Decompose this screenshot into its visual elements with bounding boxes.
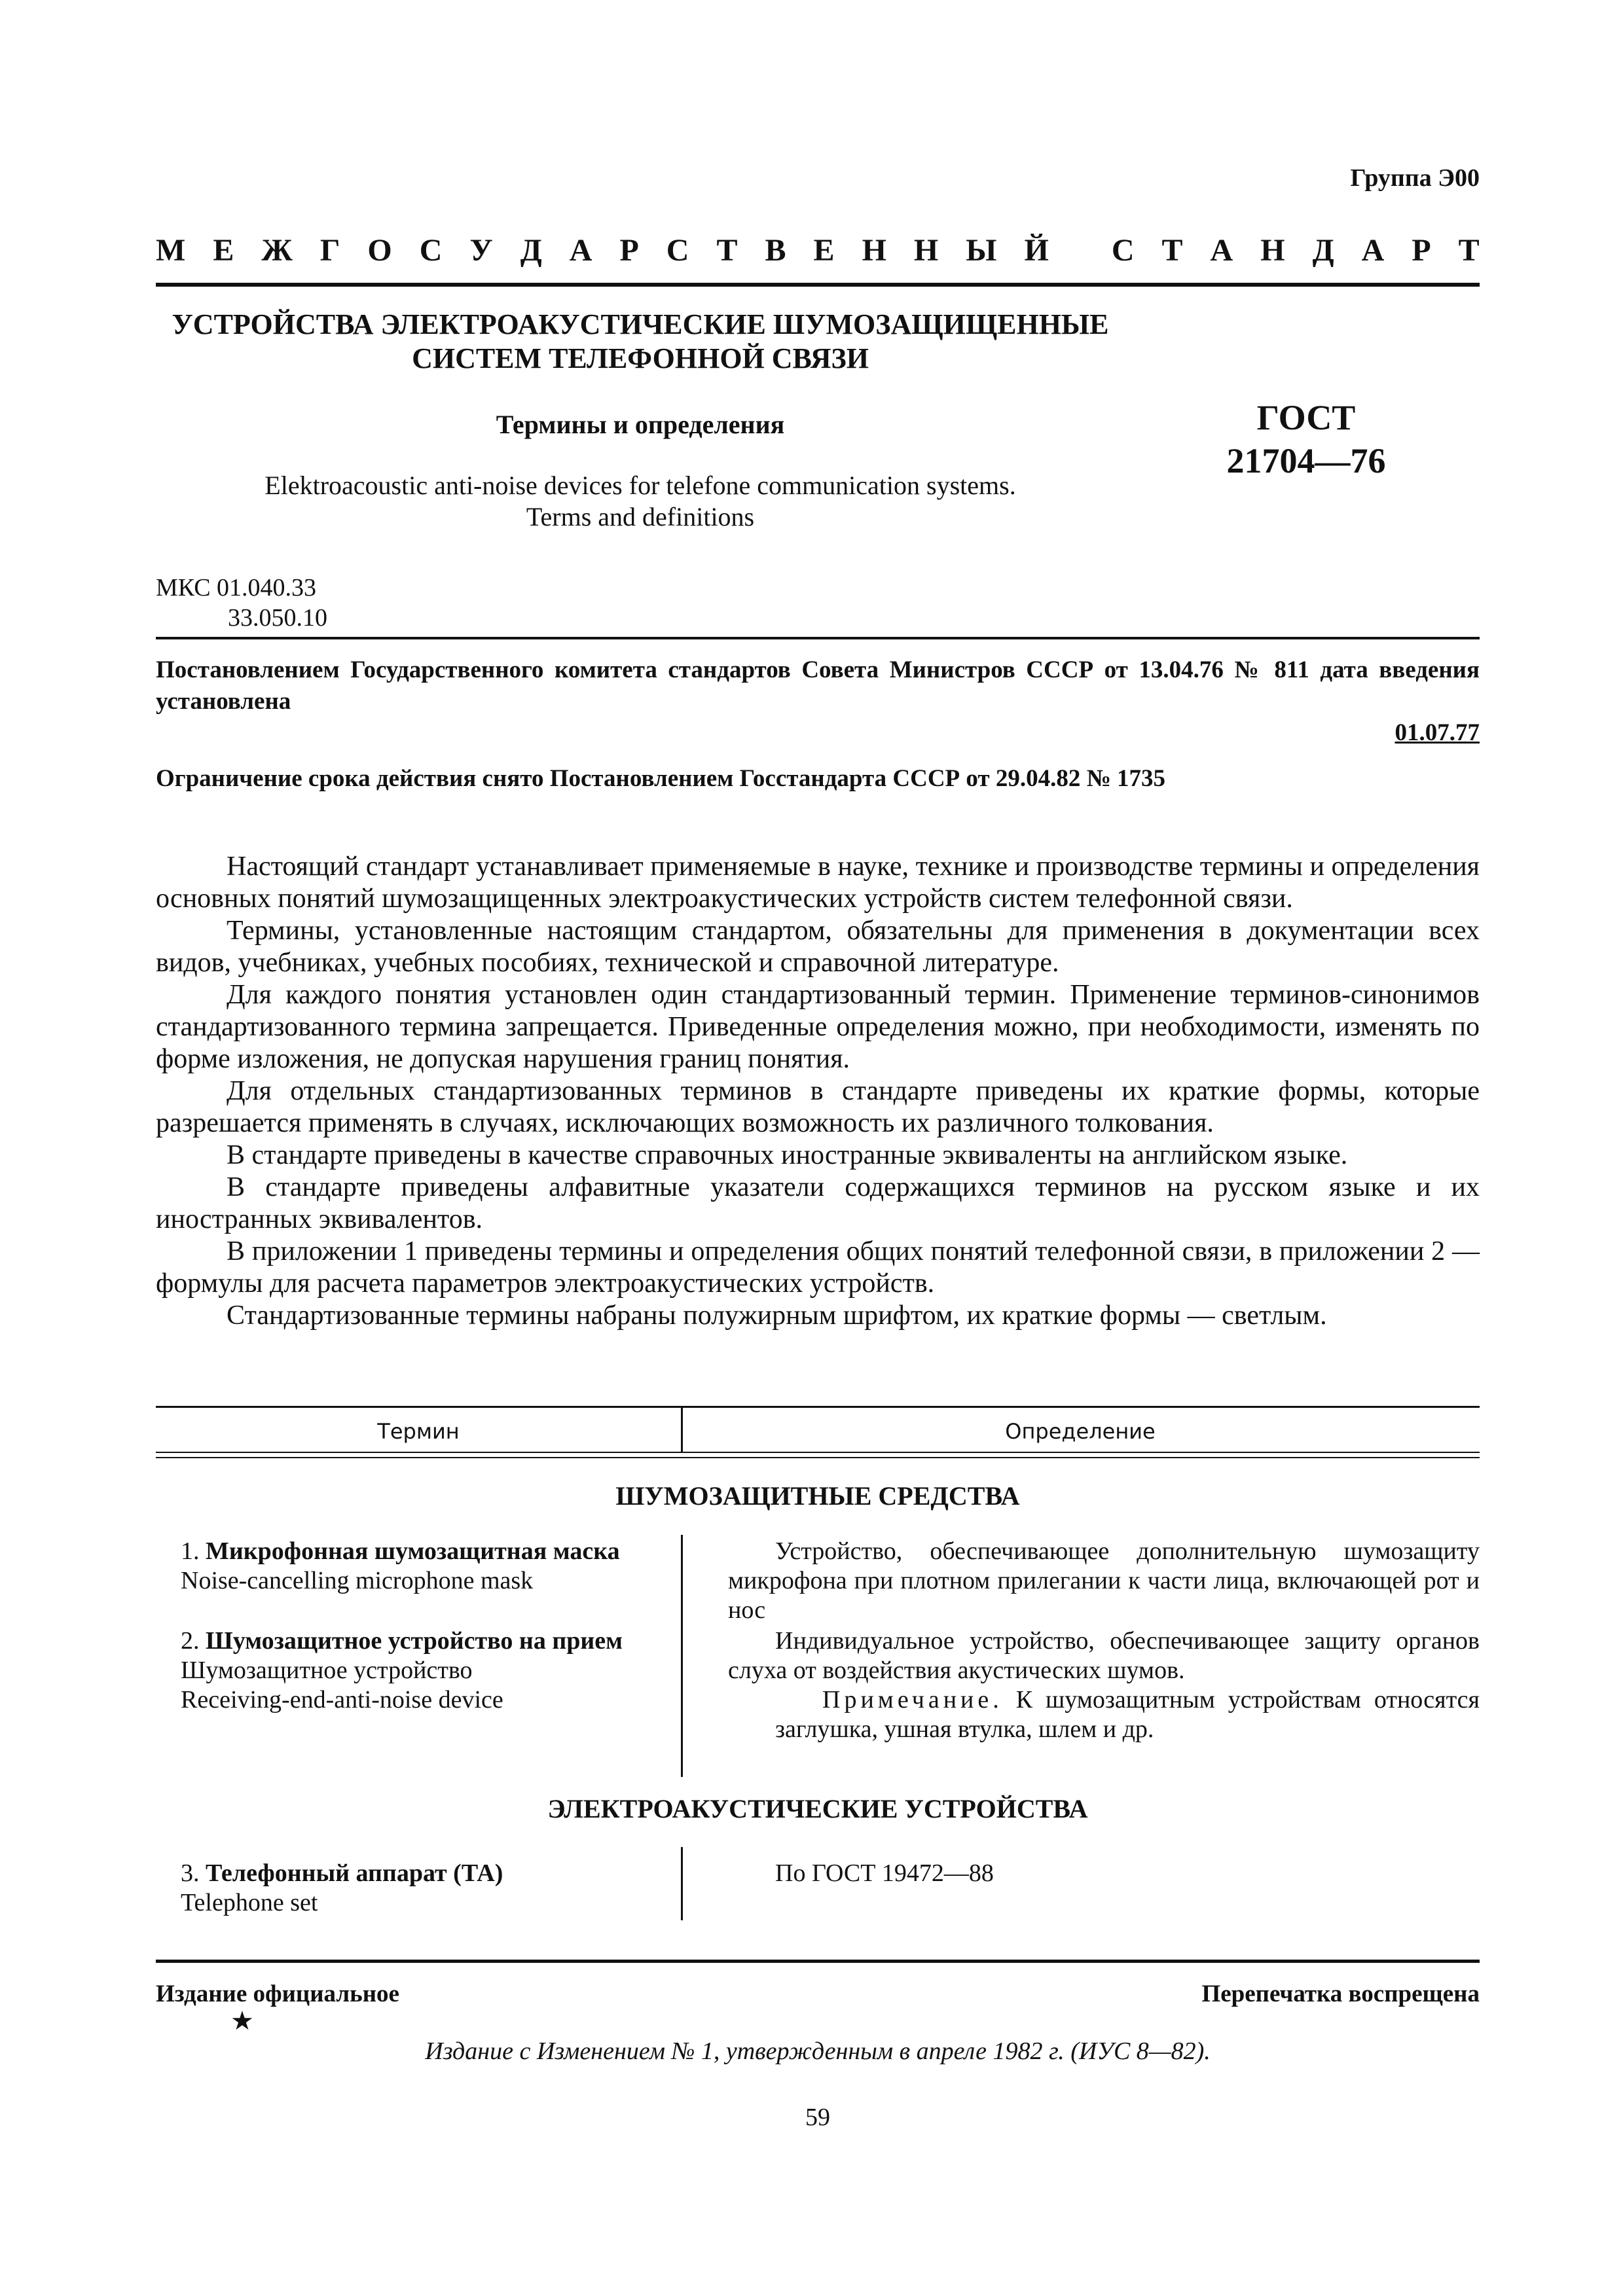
term-2 [181,1626,665,1715]
banner-letter: Т [716,233,738,268]
banner-letter: Т [1161,233,1183,268]
banner-letter: Д [520,233,542,268]
banner-letter: Е [213,233,234,268]
banner-letter: Р [1412,233,1431,268]
definition-3 [728,1859,1480,1888]
banner-letter: Е [813,233,835,268]
banner-letter: О [367,233,392,268]
mks-rule [156,637,1480,639]
banner-letter: С [419,233,443,268]
intro-paragraph: Для отдельных стандартизованных терминов в стандарте приведены их краткие формы, которые разрешается применять в случаях, исключающих возможность их различного толкования. [156,1076,1480,1138]
definition-1 [728,1537,1480,1625]
term-english: Telephone set [181,1889,318,1916]
banner-letter: Т [1458,233,1480,268]
term-3 [181,1859,665,1918]
english-title [156,470,1125,533]
intro-paragraph: В стандарте приведены в качестве справочных иностранные эквиваленты на английском языке. [227,1140,1348,1170]
mks-codes [156,573,327,633]
definition-text: По ГОСТ 19472—88 [775,1859,994,1887]
banner-letter: Г [319,233,340,268]
introduction-date: 01.07.77 [1395,719,1480,746]
banner-letter: Й [1024,233,1049,268]
banner-letter: Ы [966,233,997,268]
section-heading-1: ШУМОЗАЩИТНЫЕ СРЕДСТВА [615,1481,1020,1511]
term-number: 2. [181,1627,200,1655]
limitation-text: Ограничение срока действия снято Постановлением Госстандарта СССР от 29.04.82 № 1735 [156,765,1166,792]
star-icon: ★ [230,2006,254,2036]
intro-paragraph: Для каждого понятия установлен один стандартизованный термин. Применение терминов-синонимов стандартизованного термина запрещается. Приведенные определения можно, при необходимости, изменять по форме изложения, не допуская нарушения границ понятия. [156,980,1480,1074]
term-number: 1. [181,1537,200,1565]
term-number: 3. [181,1859,200,1887]
definition-text: Индивидуальное устройство, обеспечивающее защиту органов слуха от воздействия акустических шумов. [728,1627,1480,1684]
banner-letter: А [1210,233,1233,268]
section-heading-2: ЭЛЕКТРОАКУСТИЧЕСКИЕ УСТРОЙСТВА [547,1794,1088,1823]
header-rule [156,283,1480,287]
group-code: Группа Э00 [1350,164,1480,192]
term-1 [181,1537,665,1596]
banner-letter: М [156,233,186,268]
term-name: Микрофонная шумозащитная маска [206,1537,620,1565]
mks-line-1: МКС 01.040.33 [156,574,317,601]
intro-paragraph: Настоящий стандарт устанавливает применяемые в науке, технике и производстве термины и определения основных понятий шумозащищенных электроакустических устройств систем телефонной связи. [156,852,1480,914]
banner-letter: Д [1312,233,1334,268]
note-text: К шумозащитным устройствам относятся заглушка, ушная втулка, шлем и др. [775,1686,1480,1743]
banner-letter: А [569,233,593,268]
banner-letter: У [469,233,493,268]
mks-line-2: 33.050.10 [228,604,327,632]
banner-letter: Ж [261,233,293,268]
gost-label: ГОСТ [1256,398,1356,437]
english-title-line-2: Terms and definitions [526,502,755,531]
definition-2 [728,1626,1480,1744]
document-subtitle: Термины и определения [496,410,785,439]
table-header-divider [681,1407,683,1452]
banner-letter: Р [619,233,639,268]
banner-letter: С [1111,233,1135,268]
definition-text: Устройство, обеспечивающее дополнительную шумозащиту микрофона при плотном прилегании к части лица, включающей рот и нос [728,1537,1480,1624]
column-divider [681,1535,683,1777]
banner-letter: Н [1260,233,1285,268]
introduction [156,851,1480,1332]
official-edition: Издание официальное [156,1981,399,2007]
banner-letter: Н [913,233,939,268]
term-name: Шумозащитное устройство на прием [206,1627,623,1655]
banner-gap [1076,232,1084,268]
gost-designation [1152,396,1460,482]
decree-text: Постановлением Государственного комитета стандартов Совета Министров СССР от 13.04.76 № 811 дата введения установлена [156,656,1480,715]
intro-paragraph: Стандартизованные термины набраны полужирным шрифтом, их краткие формы — светлым. [227,1300,1327,1331]
reprint-prohibited: Перепечатка воспрещена [1201,1981,1480,2007]
intro-paragraph: В приложении 1 приведены термины и определения общих понятий телефонной связи, в приложении 2 — формулы для расчета параметров электроакустических устройств. [156,1236,1480,1299]
edition-note: Издание с Изменением № 1, утвержденным в апреле 1982 г. (ИУС 8—82). [425,2037,1211,2065]
banner-letter: В [765,233,786,268]
term-short-form: Шумозащитное устройство [181,1657,473,1684]
intro-paragraph: Термины, установленные настоящим стандартом, обязательны для применения в документации всех видов, учебниках, учебных пособиях, технической и справочной литературе. [156,916,1480,978]
table-header-rule [156,1452,1480,1453]
footer-rule [156,1960,1480,1963]
table-header-rule-double [156,1457,1480,1458]
interstate-standard-banner [156,232,1480,268]
english-title-line-1: Elektroacoustic anti-noise devices for telefone communication systems. [264,471,1016,500]
column-divider [681,1847,683,1920]
document-title [156,308,1125,376]
banner-letter: А [1361,233,1385,268]
column-header-term: Термин [377,1419,460,1444]
page-number: 59 [805,2104,830,2131]
gost-number: 21704—76 [1226,441,1386,480]
banner-letter: С [666,233,689,268]
column-header-definition: Определение [1005,1419,1156,1444]
table-header [156,1407,1480,1453]
term-english: Noise-cancelling microphone mask [181,1567,534,1594]
term-name: Телефонный аппарат (ТА) [206,1859,503,1887]
title-line-2: СИСТЕМ ТЕЛЕФОННОЙ СВЯЗИ [412,342,869,374]
term-english: Receiving-end-anti-noise device [181,1686,503,1713]
title-line-1: УСТРОЙСТВА ЭЛЕКТРОАКУСТИЧЕСКИЕ ШУМОЗАЩИЩЕННЫЕ [172,308,1109,340]
note-label: Примечание. [822,1686,1003,1713]
intro-paragraph: В стандарте приведены алфавитные указатели содержащихся терминов на русском языке и их иностранных эквивалентов. [156,1172,1480,1234]
banner-letter: Н [862,233,886,268]
